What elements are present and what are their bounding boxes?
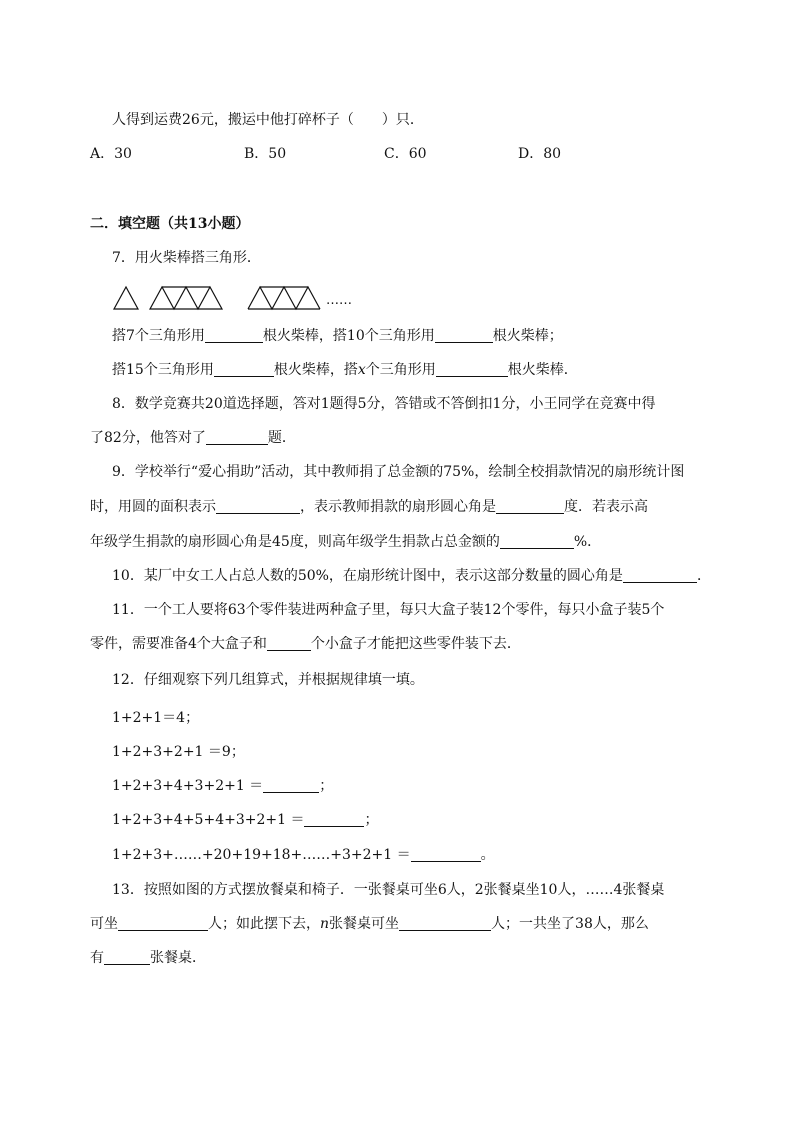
q12-eq3 (112, 776, 333, 796)
q13-line2 (90, 914, 649, 934)
q13-line2-text-d: 人；一共坐了38人，那么 (491, 916, 649, 932)
q9-line2-text-a: 时，用圆的面积表示 (90, 499, 216, 515)
q11-line2-text-a: 零件，需要准备4个大盒子和 (90, 636, 267, 652)
q10-blank-1[interactable] (623, 566, 697, 583)
q9-blank-2[interactable] (496, 497, 564, 514)
q12-blank-3[interactable] (411, 845, 481, 862)
triangle-group-2 (150, 287, 222, 309)
triangle-group-1 (114, 287, 138, 309)
q6-option-a[interactable]: A．30 (90, 146, 132, 162)
q9-line2-text-c: 度．若表示高 (564, 499, 648, 515)
q10-text-b: ． (696, 568, 711, 584)
q13-line3-text-b: 张餐桌． (150, 950, 206, 966)
q13-blank-2[interactable] (399, 914, 491, 931)
q9-line2-text-b: ，表示教师捐款的扇形圆心角是 (300, 499, 496, 515)
q8-line1: 8．数学竞赛共20道选择题，答对1题得5分，答错或不答倒扣1分，小王同学在竞赛中得 (112, 396, 656, 412)
q12-blank-1[interactable] (263, 776, 319, 793)
section-title: 二．填空题（共13小题） (90, 216, 250, 232)
q9-blank-3[interactable] (500, 532, 574, 549)
q7-line2-text-b: 根火柴棒，搭 (273, 362, 358, 378)
q7-blank-2[interactable] (435, 326, 493, 343)
q12-eq5-text: 1+2+3+……+20+19+18+……+3+2+1 ＝ (112, 847, 411, 863)
q6-option-b[interactable]: B．50 (244, 146, 287, 162)
q12-eq5 (112, 845, 495, 865)
q12-eq3-text: 1+2+3+4+3+2+1 ＝ (112, 778, 264, 794)
q12-eq4 (112, 810, 378, 830)
q8-line2-text-b: 题． (267, 430, 296, 446)
q9-line3 (90, 532, 601, 552)
q11-line1: 11．一个工人要将63个零件装进两种盒子里，每只大盒子装12个零件，每只小盒子装5个 (112, 602, 665, 618)
q9-blank-1[interactable] (216, 497, 300, 514)
q7-stem: 7．用火柴棒搭三角形． (112, 250, 261, 266)
q9-line2 (90, 497, 648, 517)
q12-stem: 12．仔细观察下列几组算式，并根据规律填一填。 (112, 672, 424, 688)
q13-line2-text-b: 人；如此摆下去， (208, 916, 320, 932)
q9-line3-text-b: %． (573, 534, 602, 550)
q7-line2 (112, 360, 578, 380)
q10-line (112, 566, 711, 586)
q12-eq1: 1+2+1＝4； (112, 710, 200, 726)
q13-blank-3[interactable] (104, 948, 150, 965)
q13-blank-1[interactable] (118, 914, 208, 931)
q6-option-c[interactable]: C．60 (384, 146, 427, 162)
q12-eq4-text: 1+2+3+4+5+4+3+2+1 ＝ (112, 812, 305, 828)
q7-line2-text-a: 搭15个三角形用 (112, 362, 214, 378)
q7-line1-text-c: 根火柴棒； (492, 328, 563, 344)
q8-line2-text-a: 了82分，他答对了 (90, 430, 206, 446)
q11-line2 (90, 634, 521, 654)
q12-blank-2[interactable] (304, 810, 364, 827)
q7-blank-3[interactable] (214, 360, 274, 377)
q9-line3-text-a: 年级学生捐款的扇形圆心角是45度，则高年级学生捐款占总金额的 (90, 534, 500, 550)
q8-blank-1[interactable] (206, 428, 268, 445)
q7-variable-x: x (357, 362, 366, 378)
q8-line2 (90, 428, 296, 448)
q6-option-d[interactable]: D．80 (518, 146, 562, 162)
q12-eq2: 1+2+3+2+1 ＝9； (112, 744, 245, 760)
q13-variable-n: n (320, 916, 330, 932)
q7-line2-text-c: 个三角形用 (365, 362, 436, 378)
q13-line2-text-c: 张餐桌可坐 (329, 916, 400, 932)
q11-line2-text-b: 个小盒子才能把这些零件装下去． (310, 636, 521, 652)
q7-line1 (112, 326, 563, 346)
q12-eq3-end: ； (319, 778, 334, 794)
figure-ellipsis: …… (326, 293, 352, 308)
q9-line1: 9．学校举行“爱心捐助”活动，其中教师捐了总金额的75%，绘制全校捐款情况的扇形统计图 (112, 464, 685, 480)
q13-line2-text-a: 可坐 (90, 916, 118, 932)
triangle-group-3 (248, 287, 320, 309)
q11-blank-1[interactable] (267, 634, 311, 651)
q13-line3 (90, 948, 206, 968)
q7-blank-1[interactable] (205, 326, 263, 343)
q7-line1-text-a: 搭7个三角形用 (112, 328, 205, 344)
matchstick-triangles-figure (112, 284, 372, 312)
q7-line2-text-d: 根火柴棒． (507, 362, 578, 378)
q6-tail-text: 人得到运费26元，搬运中他打碎杯子（ ）只． (112, 112, 424, 128)
q12-eq5-end: 。 (480, 847, 495, 863)
q13-line3-text-a: 有 (90, 950, 104, 966)
q12-eq4-end: ； (364, 812, 379, 828)
q13-line1: 13．按照如图的方式摆放餐桌和椅子．一张餐桌可坐6人，2张餐桌坐10人，……4张餐桌 (112, 882, 665, 898)
q7-line1-text-b: 根火柴棒，搭10个三角形用 (262, 328, 435, 344)
q10-text-a: 10．某厂中女工人占总人数的50%，在扇形统计图中，表示这部分数量的圆心角是 (112, 568, 623, 584)
q7-blank-4[interactable] (436, 360, 508, 377)
